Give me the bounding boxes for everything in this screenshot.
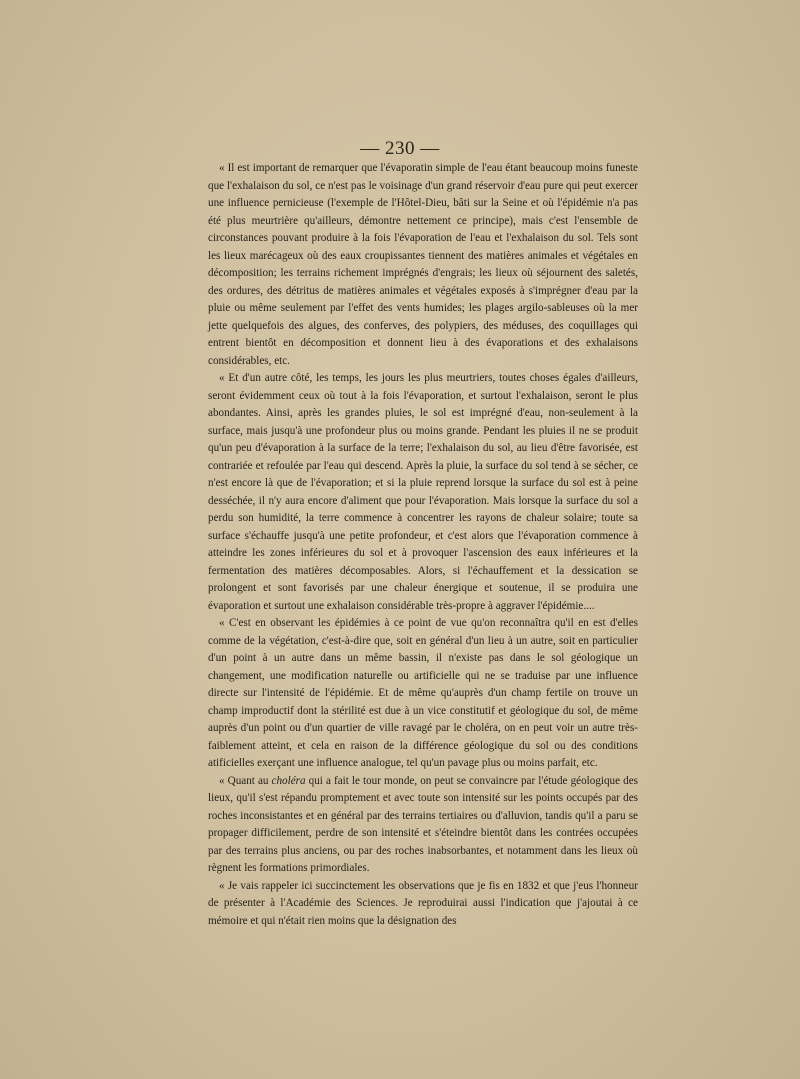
paragraph: « Je vais rappeler ici succinctement les observations que je fis en 1832 et que j'eus l'honneur de présenter à l'Académie des Sciences. Je reproduirai aussi l'indication que j'ajoutai à ce mémoire et qui n'était rien moins que la désignation des — [208, 879, 638, 927]
italic-term: choléra — [271, 774, 306, 787]
paragraph: « C'est en observant les épidémies à ce point de vue qu'on reconnaîtra qu'il en est d'elles comme de la végétation, c'est-à-dire que, soit en général d'un lieu à un autre, soit en particulier d'un point à un autre dans un même bassin, il n'existe pas dans le sol géologique un changement, une modification naturelle ou artificielle qui ne se traduise par une influence directe sur l'intensité de l'épidémie. Et de même qu'auprès d'un champ fertile on trouve un champ improductif dont la stérilité est due à un vice constitutif et géologique du sol, de même auprès d'un point ou d'un quartier de ville ravagé par le choléra, on en peut voir un autre très-faiblement atteint, et cela en raison de la différence géologique du sol ou des conditions atificielles exerçant une influence analogue, tel qu'un pavage plus ou moins parfait, etc. — [208, 617, 638, 769]
page-number: — 230 — — [360, 138, 440, 159]
paragraph: « Et d'un autre côté, les temps, les jours les plus meurtriers, toutes choses égales d'ailleurs, seront évidemment ceux où tout à la fois l'évaporation, et surtout l'exhalaison, seront le plus abondantes. Ainsi, après les grandes pluies, le sol est imprégné d'eau, non-seulement à la surface, mais jusqu'à une profondeur plus ou moins grande. Pendant les pluies il ne se produit qu'un peu d'évaporation à la surface de la terre; l'exhalaison du sol, au lieu d'être favorisée, est contrariée et refoulée par l'eau qui descend. Après la pluie, la surface du sol tend à se sécher, ce n'est encore là que de l'évaporation; et si la pluie reprend lorsque la surface du sol est à peine desséchée, il n'y aura encore d'aliment que pour l'évaporation. Mais lorsque la surface du sol a perdu son humidité, la terre commence à concentrer les rayons de chaleur solaire; toute sa surface s'échauffe jusqu'à une petite profondeur, et c'est alors que l'évaporation commence à atteindre les zones inférieures du sol et à provoquer l'ascension des eaux inférieures et la fermentation des matières décomposables. Alors, si l'échauffement et la dessication se prolongent et sont favorisés par une chaleur énergique et soutenue, il se produira une évaporation et surtout une exhalaison considérable très-propre à aggraver l'épidémie.... — [208, 372, 638, 612]
paragraph: « Il est important de remarquer que l'évaporatin simple de l'eau étant beaucoup moins funeste que l'exhalaison du sol, ce n'est pas le voisinage d'un grand réservoir d'eau pure qui peut exercer une influence pernicieuse (l'exemple de l'Hôtel-Dieu, bâti sur la Seine et où l'épidémie n'a pas été plus meurtrière qu'ailleurs, démontre nettement ce principe), mais c'est l'ensemble de circonstances pouvant produire à la fois l'évaporation de l'eau et l'exhalaison du sol. Tels sont les lieux marécageux où des eaux croupissantes tiennent des matières animales et végétales en décomposition; les terrains richement imprégnés d'engrais; les lieux où séjournent des saletés, des ordures, des détritus de matières animales et végétales exposés à s'imprégner d'eau par la pluie ou même seulement par l'effet des vents humides; les plages argilo-sableuses où la mer jette quelquefois des algues, des conferves, des polypiers, des méduses, des coquillages qui entrent bientôt en décomposition et donnent lieu à des évaporations et des exhalaisons considérables, etc. — [208, 162, 638, 367]
paragraph: « Quant au choléra qui a fait le tour monde, on peut se convaincre par l'étude géologique des lieux, qu'il s'est répandu promptement et avec toute son intensité sur les points occupés par des roches inconsistantes et en général par des terrains tertiaires ou d'alluvion, tandis qu'il a paru se propager difficilement, perdre de son intensité et s'éteindre bientôt dans les contrées occupées par des terrains plus anciens, ou par des roches inabsorbantes, et notamment dans les lieux où règnent les formations primordiales. — [208, 774, 639, 874]
body-text — [208, 160, 638, 930]
